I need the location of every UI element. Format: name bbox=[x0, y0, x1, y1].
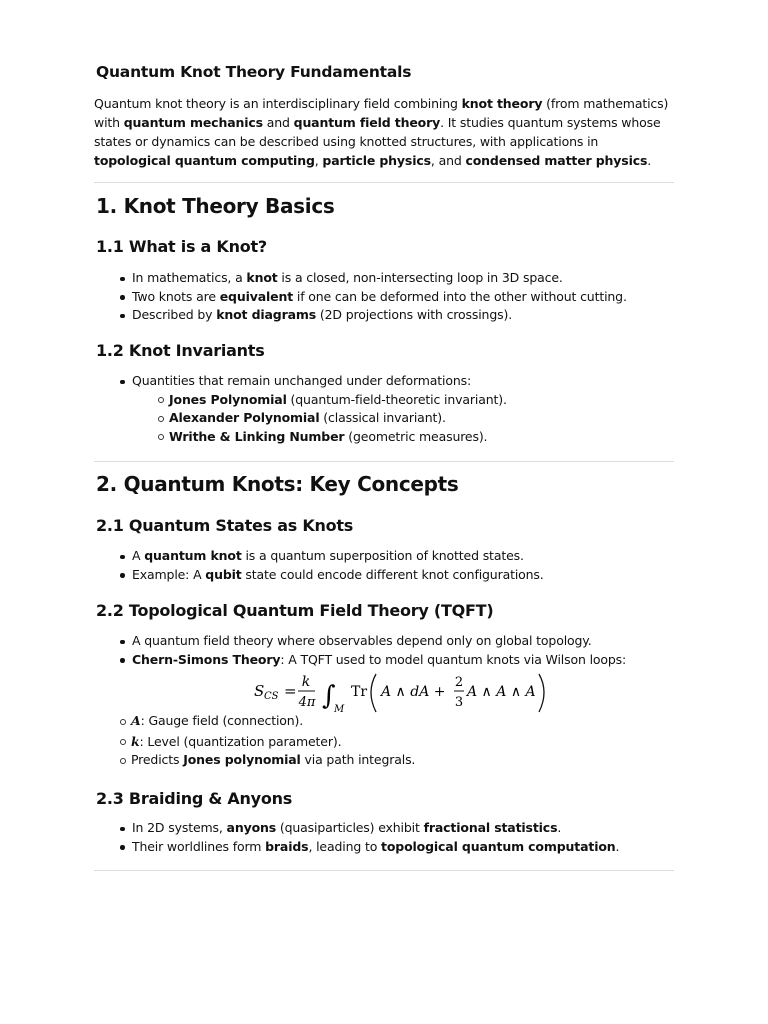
intro-text: . bbox=[647, 153, 652, 168]
text: Example: A bbox=[132, 566, 206, 582]
list-tqft bbox=[94, 632, 674, 669]
intro-text: (from mathematics) with bbox=[94, 96, 669, 130]
text: Described by bbox=[132, 307, 217, 322]
list-item bbox=[94, 547, 674, 566]
bold-term: topological quantum computation bbox=[381, 838, 616, 854]
formula-trace: Tr bbox=[351, 684, 368, 700]
section-heading-2: 2. Quantum Knots: Key Concepts bbox=[96, 472, 459, 496]
text: (2D projections with crossings). bbox=[316, 307, 513, 322]
bold-term: equivalent bbox=[219, 288, 294, 304]
formula-left-paren bbox=[371, 674, 376, 712]
intro-bold: particle physics bbox=[322, 153, 431, 168]
formula-integral: ∫ bbox=[322, 681, 336, 711]
section-divider bbox=[94, 182, 674, 183]
bold-term: braids bbox=[265, 838, 309, 854]
list-tqft-details bbox=[94, 712, 674, 770]
formula-integral-sub: M bbox=[334, 704, 345, 715]
text: is a closed, non-intersecting loop in 3D space. bbox=[277, 270, 563, 285]
formula-frac-num: k bbox=[301, 674, 311, 690]
list-what-is-knot bbox=[94, 269, 674, 325]
math-symbol: k bbox=[131, 733, 140, 749]
bold-term: qubit bbox=[205, 566, 242, 582]
intro-text: , and bbox=[430, 153, 466, 168]
intro-text: Quantum knot theory is an interdisciplinary field combining bbox=[94, 96, 462, 111]
formula-frac-den: 4π bbox=[298, 695, 316, 710]
intro-bold: quantum field theory bbox=[293, 115, 441, 130]
text: In 2D systems, bbox=[132, 820, 227, 835]
sub-list-item bbox=[132, 391, 674, 410]
bold-term: Writhe & Linking Number bbox=[169, 428, 345, 444]
sub-list bbox=[94, 712, 674, 770]
list-item bbox=[94, 566, 674, 585]
intro-bold: knot theory bbox=[461, 96, 543, 111]
text: A bbox=[132, 548, 145, 563]
text: Predicts bbox=[131, 752, 184, 767]
text: : Gauge field (connection). bbox=[140, 713, 304, 728]
subsection-heading-2-1: 2.1 Quantum States as Knots bbox=[96, 516, 354, 535]
text: (quantum-field-theoretic invariant). bbox=[286, 391, 507, 407]
list-item bbox=[94, 269, 674, 288]
subsection-heading-1-1: 1.1 What is a Knot? bbox=[96, 237, 267, 256]
subsection-heading-2-3: 2.3 Braiding & Anyons bbox=[96, 789, 293, 808]
section-divider bbox=[94, 870, 674, 871]
section-heading-1: 1. Knot Theory Basics bbox=[96, 194, 335, 218]
formula-body-1: A ∧ dA + bbox=[381, 684, 446, 700]
text: (classical invariant). bbox=[319, 410, 446, 425]
list-item bbox=[94, 288, 674, 307]
bold-term: fractional statistics bbox=[423, 820, 558, 835]
text: A quantum field theory where observables depend only on global topology. bbox=[132, 633, 592, 648]
sub-list-item bbox=[132, 428, 674, 447]
chern-simons-formula bbox=[254, 668, 554, 716]
intro-bold: topological quantum computing bbox=[94, 153, 315, 168]
text: . bbox=[615, 838, 620, 854]
intro-bold: condensed matter physics bbox=[465, 153, 648, 168]
text: : A TQFT used to model quantum knots via Wilson loops: bbox=[280, 651, 627, 667]
list-braiding bbox=[94, 819, 674, 856]
text: (quasiparticles) exhibit bbox=[276, 820, 424, 835]
sub-list-item bbox=[94, 733, 674, 752]
subsection-heading-1-2: 1.2 Knot Invariants bbox=[96, 341, 265, 360]
text: . bbox=[557, 820, 562, 835]
list-knot-invariants bbox=[94, 372, 674, 446]
bold-term: Alexander Polynomial bbox=[169, 410, 320, 425]
section-divider bbox=[94, 461, 674, 462]
list-item bbox=[94, 838, 674, 857]
list-quantum-states bbox=[94, 547, 674, 584]
bold-term: Chern-Simons Theory bbox=[132, 651, 281, 667]
sub-list-item bbox=[132, 409, 674, 428]
sub-list bbox=[132, 391, 674, 447]
list-item bbox=[94, 632, 674, 651]
formula-equals: = bbox=[284, 682, 297, 700]
bold-term: anyons bbox=[226, 820, 277, 835]
text: Two knots are bbox=[132, 288, 220, 304]
list-item-container bbox=[94, 712, 674, 770]
formula-right-paren bbox=[539, 674, 544, 712]
text: In mathematics, a bbox=[132, 270, 247, 285]
text: : Level (quantization parameter). bbox=[139, 733, 342, 749]
bold-term: Jones Polynomial bbox=[169, 391, 287, 407]
math-symbol: A bbox=[131, 713, 141, 728]
formula-lhs-sub: CS bbox=[264, 691, 279, 702]
list-item bbox=[94, 372, 674, 446]
subsection-heading-2-2: 2.2 Topological Quantum Field Theory (TQFT) bbox=[96, 601, 494, 620]
intro-paragraph bbox=[94, 94, 674, 170]
formula-svg bbox=[254, 668, 554, 716]
list-item bbox=[94, 306, 674, 325]
text: Quantities that remain unchanged under deformations: bbox=[132, 373, 472, 388]
bold-term: knot bbox=[246, 270, 278, 285]
text: state could encode different knot configurations. bbox=[241, 566, 544, 582]
sub-list-item bbox=[94, 712, 674, 731]
bold-term: quantum knot bbox=[144, 548, 242, 563]
intro-text: , bbox=[314, 153, 323, 168]
list-item bbox=[94, 819, 674, 838]
intro-text: . It studies quantum systems whose states or dynamics can be described using knotted structures, with applications in bbox=[94, 115, 661, 149]
document-title: Quantum Knot Theory Fundamentals bbox=[96, 63, 412, 81]
bold-term: Jones polynomial bbox=[183, 752, 301, 767]
text: Their worldlines form bbox=[132, 838, 266, 854]
intro-text: and bbox=[262, 115, 294, 130]
text: , leading to bbox=[308, 838, 382, 854]
formula-frac2-den: 3 bbox=[454, 695, 464, 710]
bold-term: knot diagrams bbox=[216, 307, 317, 322]
formula-body-2: A ∧ A ∧ A bbox=[467, 684, 536, 700]
list-item bbox=[94, 651, 674, 670]
formula-lhs: S bbox=[254, 682, 265, 700]
sub-list-item bbox=[94, 751, 674, 770]
text: (geometric measures). bbox=[344, 428, 488, 444]
text: via path integrals. bbox=[300, 752, 416, 767]
text: is a quantum superposition of knotted states. bbox=[241, 548, 524, 563]
text: if one can be deformed into the other without cutting. bbox=[293, 288, 627, 304]
intro-bold: quantum mechanics bbox=[123, 115, 263, 130]
formula-frac2-num: 2 bbox=[454, 675, 464, 690]
